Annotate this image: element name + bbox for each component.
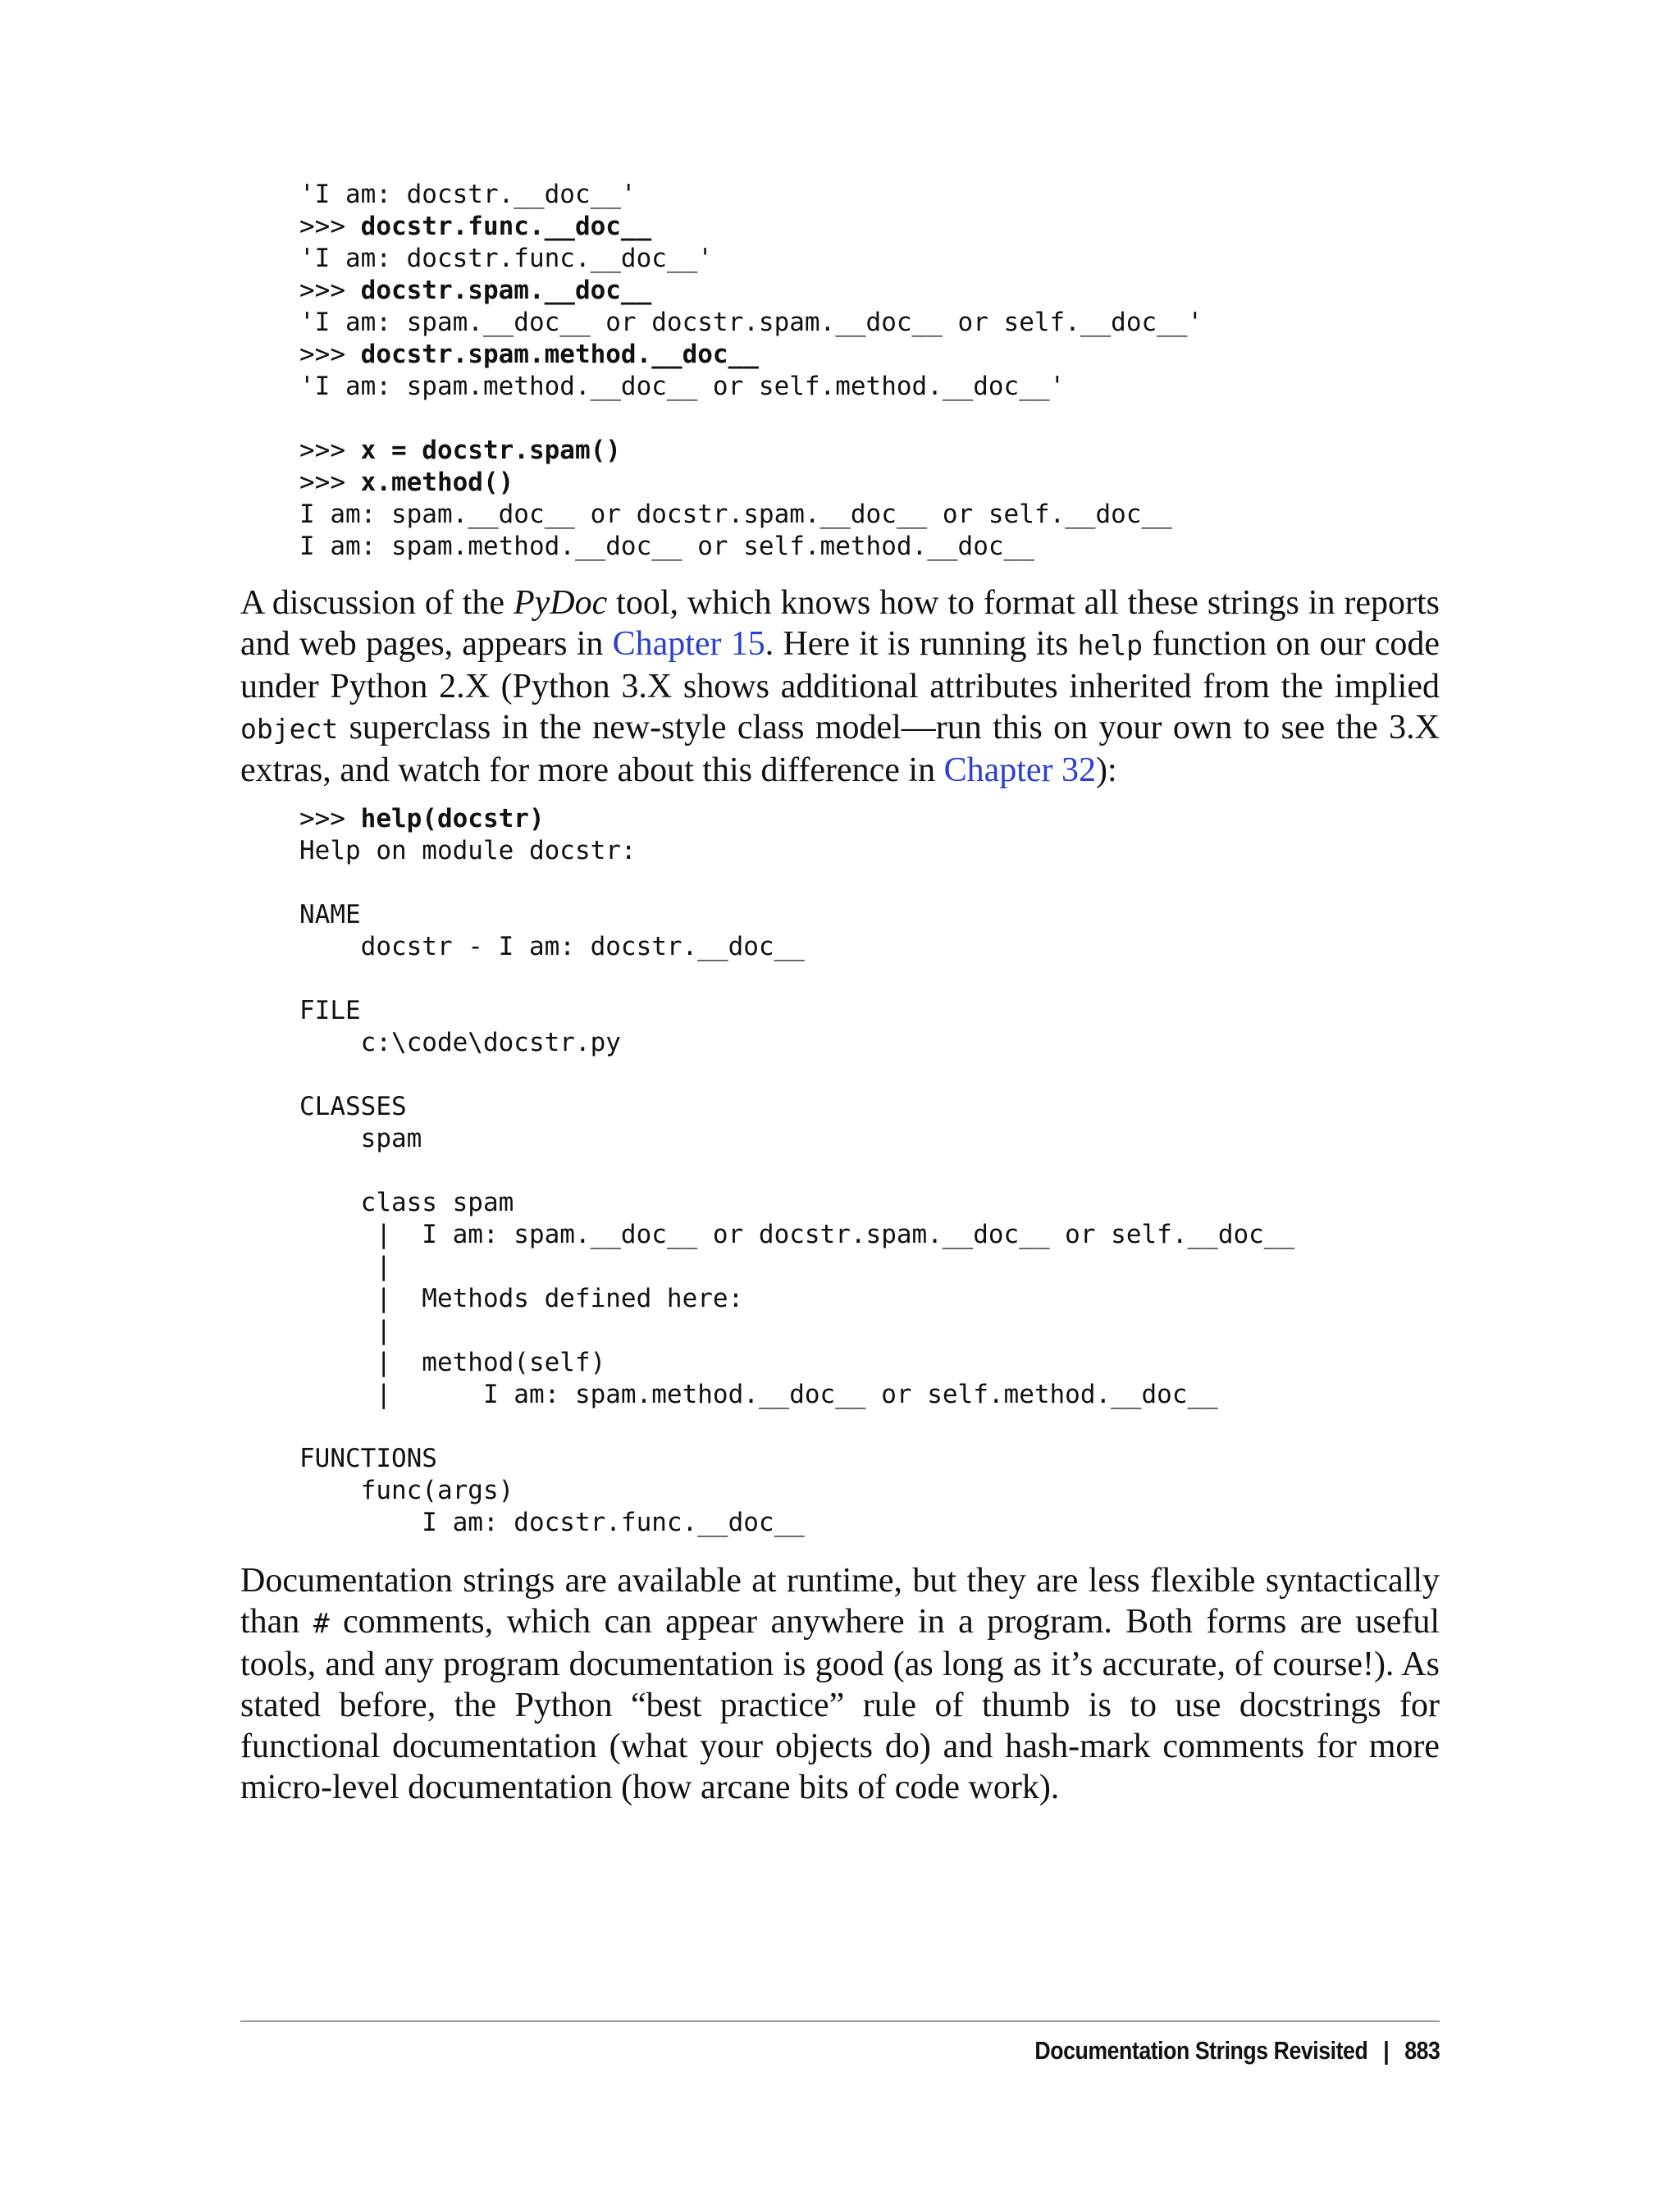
code-output: | method(self) <box>299 1348 606 1377</box>
pydoc-term: PyDoc <box>513 584 608 622</box>
code-line <box>299 1411 1294 1443</box>
code-line <box>299 1315 1294 1347</box>
code-line <box>299 307 1203 339</box>
text-run: superclass in the new-style class model—run this on your own to see the 3.X extras, and watch for more about this difference in <box>240 709 1440 789</box>
code-line <box>299 995 1294 1027</box>
code-line <box>299 467 1203 499</box>
code-line <box>299 339 1203 371</box>
code-output: | <box>299 1252 391 1281</box>
code-line <box>299 1507 1294 1539</box>
code-line <box>299 1475 1294 1507</box>
link-chapter-32[interactable]: Chapter 32 <box>943 751 1097 789</box>
code-line <box>299 803 1294 835</box>
code-line <box>299 899 1294 931</box>
code-block-interactive-session <box>299 179 1203 563</box>
code-output: FILE <box>299 996 361 1025</box>
code-output: c:\code\docstr.py <box>299 1028 621 1057</box>
code-output: spam <box>299 1124 422 1153</box>
code-output: func(args) <box>299 1476 514 1505</box>
page-number: 883 <box>1404 2036 1440 2065</box>
code-line <box>299 531 1203 563</box>
code-line <box>299 1219 1294 1251</box>
code-line <box>299 835 1294 867</box>
text-run: ): <box>1096 751 1117 789</box>
code-prompt: >>> <box>299 468 361 497</box>
code-output: docstr - I am: docstr.__doc__ <box>299 932 805 961</box>
code-output: 'I am: docstr.func.__doc__' <box>299 244 713 273</box>
link-chapter-15[interactable]: Chapter 15 <box>612 625 765 663</box>
code-output: Help on module docstr: <box>299 836 637 865</box>
code-line <box>299 931 1294 963</box>
code-line <box>299 403 1203 435</box>
code-line <box>299 179 1203 211</box>
code-line <box>299 1027 1294 1059</box>
inline-code-object: object <box>240 713 339 745</box>
code-prompt: >>> <box>299 276 361 305</box>
code-output: 'I am: docstr.__doc__' <box>299 180 637 209</box>
paragraph-docstrings-vs-comments <box>240 1560 1440 1808</box>
code-prompt: >>> <box>299 436 361 465</box>
code-line <box>299 1251 1294 1283</box>
inline-code-help: help <box>1077 629 1144 661</box>
code-input: x.method() <box>360 468 514 497</box>
code-line <box>299 1283 1294 1315</box>
text-run: comments, which can appear anywhere in a program. Both forms are useful tools, and any program documentation is good (as long as it’s accurate, of course!). As stated before, the Python “best practice” rule of thumb is to use docstrings for functional documentation (what your objects do) and hash-mark comments for more micro-level documentation (how arcane bits of code work). <box>240 1603 1440 1806</box>
code-input: docstr.func.__doc__ <box>360 212 652 241</box>
code-line <box>299 963 1294 995</box>
footer-section-title: Documentation Strings Revisited <box>1034 2036 1367 2065</box>
code-output: I am: spam.method.__doc__ or self.method.__doc__ <box>299 532 1034 561</box>
text-run: Documentation strings are available at runtime, but they are less flexible syntactically than <box>240 1562 1440 1641</box>
code-line <box>299 1443 1294 1475</box>
code-prompt: >>> <box>299 212 361 241</box>
inline-code-hash: # <box>313 1607 330 1639</box>
code-line <box>299 867 1294 899</box>
code-output: | <box>299 1316 391 1345</box>
code-input: help(docstr) <box>360 804 545 833</box>
code-line <box>299 1347 1294 1379</box>
text-run: A discussion of the <box>240 584 514 622</box>
code-line <box>299 275 1203 307</box>
code-line <box>299 371 1203 403</box>
running-footer <box>1034 2033 1440 2069</box>
code-line <box>299 1155 1294 1187</box>
text-run: tool, which knows how to format all these strings in reports and web pages, appears in <box>240 584 1440 663</box>
code-output: FUNCTIONS <box>299 1444 437 1473</box>
code-line <box>299 1091 1294 1123</box>
code-output: CLASSES <box>299 1092 407 1121</box>
text-run: function on our code under Python 2.X (Python 3.X shows additional attributes inherited from the implied <box>240 625 1440 705</box>
code-prompt: >>> <box>299 340 361 369</box>
code-input: docstr.spam.__doc__ <box>360 276 652 305</box>
code-line <box>299 1379 1294 1411</box>
code-line <box>299 1059 1294 1091</box>
code-line <box>299 243 1203 275</box>
code-output: 'I am: spam.method.__doc__ or self.method.__doc__' <box>299 372 1066 401</box>
code-prompt: >>> <box>299 804 361 833</box>
code-output: class spam <box>299 1188 514 1217</box>
code-input: docstr.spam.method.__doc__ <box>360 340 759 369</box>
code-line <box>299 1123 1294 1155</box>
code-output: | I am: spam.__doc__ or docstr.spam.__doc__ or self.__doc__ <box>299 1220 1295 1249</box>
code-block-help-output <box>299 803 1294 1539</box>
footer-divider <box>240 2020 1440 2022</box>
code-line <box>299 1187 1294 1219</box>
footer-separator: | <box>1382 2036 1389 2065</box>
code-line <box>299 211 1203 243</box>
code-output: I am: docstr.func.__doc__ <box>299 1508 805 1537</box>
paragraph-pydoc-discussion <box>240 582 1440 791</box>
code-output: I am: spam.__doc__ or docstr.spam.__doc__ or self.__doc__ <box>299 500 1172 529</box>
code-output: | I am: spam.method.__doc__ or self.method.__doc__ <box>299 1380 1218 1409</box>
text-run: . Here it is running its <box>765 625 1078 663</box>
code-line <box>299 499 1203 531</box>
code-line <box>299 435 1203 467</box>
code-output: 'I am: spam.__doc__ or docstr.spam.__doc__ or self.__doc__' <box>299 308 1203 337</box>
code-output: | Methods defined here: <box>299 1284 744 1313</box>
code-output: NAME <box>299 900 361 929</box>
code-input: x = docstr.spam() <box>360 436 621 465</box>
